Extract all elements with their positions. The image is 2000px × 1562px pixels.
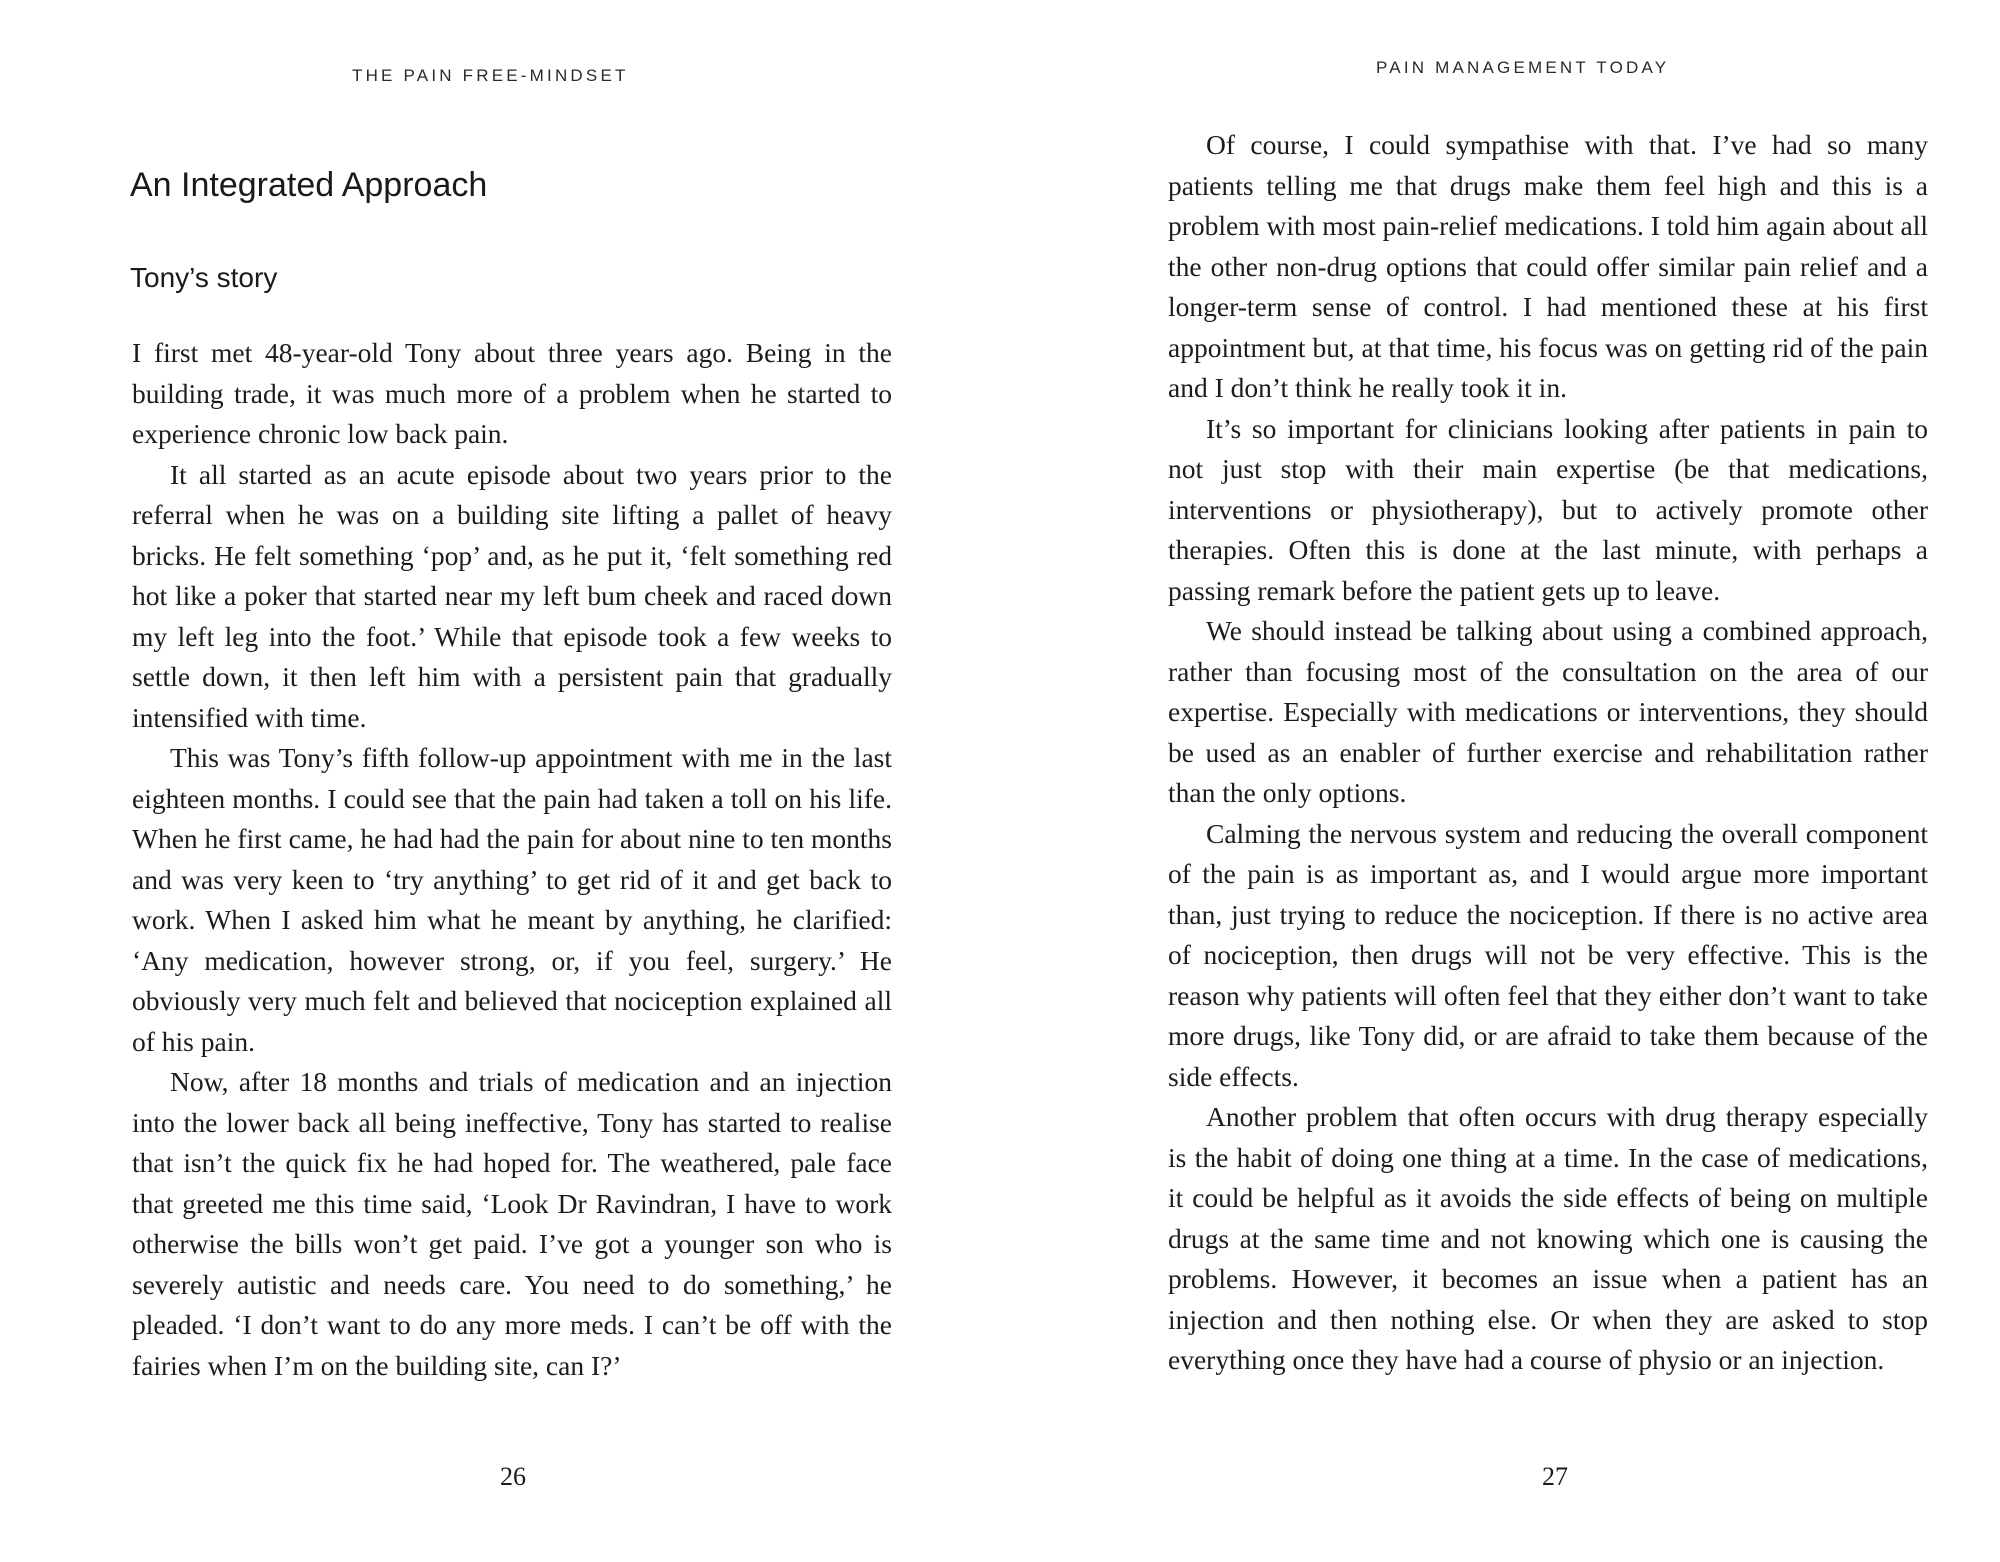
body-text [1168, 125, 1928, 1381]
page-number: 27 [1542, 1462, 1568, 1491]
paragraph: Now, after 18 months and trials of medication and an injection into the lower back all being ineffective, Tony has started to realise that isn’t the quick fix he had hoped for. The weathered, pale face that greeted me this time said, ‘Look Dr Ravindran, I have to work otherwise the bills won’t get paid. I’ve got a younger son who is severely autistic and needs care. You need to do something,’ he pleaded. ‘I don’t want to do any more meds. I can’t be off with the fairies when I’m on the building site, can I?’ [132, 1066, 892, 1381]
page-number: 26 [500, 1462, 526, 1491]
paragraph: It’s so important for clinicians looking after patients in pain to not just stop with their main expertise (be that medications, interventions or physiotherapy), but to actively promote other therapies. Often this is done at the last minute, with perhaps a passing remark before the patient gets up to leave. [1168, 412, 1928, 606]
paragraph: I first met 48-year-old Tony about three years ago. Being in the building trade, it was much more of a problem when he started to experience chronic low back pain. [132, 337, 892, 449]
section-subheading: Tony’s story [130, 262, 278, 293]
right-page [1000, 0, 2000, 1562]
running-head: PAIN MANAGEMENT TODAY [1376, 58, 1670, 77]
paragraph: Another problem that often occurs with drug therapy especially is the habit of doing one thing at a time. In the case of medications, it could be helpful as it avoids the side effects of being on multiple drugs at the same time and not knowing which one is causing the problems. However, it becomes an issue when a patient has an injection and then nothing else. Or when they are asked to stop everything once they have had a course of physio or an injection. [1168, 1101, 1928, 1375]
paragraph: Calming the nervous system and reducing the overall component of the pain is as important as, and I would argue more important than, just trying to reduce the nociception. If there is no active area of nociception, then drugs will not be very effective. This is the reason why patients will often feel that they either don’t want to take more drugs, like Tony did, or are afraid to take them because of the side effects. [1168, 817, 1928, 1092]
paragraph: This was Tony’s fifth follow-up appointment with me in the last eighteen months. I could see that the pain had taken a toll on his life. When he first came, he had had the pain for about nine to ten months and was very keen to ‘try anything’ to get rid of it and get back to work. When I asked him what he meant by anything, he clarified: ‘Any medication, however strong, or, if you feel, surgery.’ He obviously very much felt and believed that nociception explained all of his pain. [132, 742, 892, 1057]
body-text [132, 333, 892, 1386]
paragraph: Of course, I could sympathise with that. I’ve had so many patients telling me that drugs make them feel high and this is a problem with most pain-relief medications. I told him again about all the other non-drug options that could offer similar pain relief and a longer-term sense of control. I had mentioned these at his first appointment but, at that time, his focus was on getting rid of the pain and I don’t think he really took it in. [1168, 129, 1928, 403]
running-head: THE PAIN FREE-MINDSET [352, 66, 629, 85]
chapter-heading: An Integrated Approach [130, 166, 488, 204]
paragraph: It all started as an acute episode about two years prior to the referral when he was on a building site lifting a pallet of heavy bricks. He felt something ‘pop’ and, as he put it, ‘felt something red hot like a poker that started near my left bum cheek and raced down my left leg into the foot.’ While that episode took a few weeks to settle down, it then left him with a persistent pain that gradually intensified with time. [132, 458, 892, 733]
paragraph: We should instead be talking about using a combined approach, rather than focusing most of the consultation on the area of our expertise. Especially with medications or interventions, they should be used as an enabler of further exercise and rehabilitation rather than the only options. [1168, 615, 1928, 808]
